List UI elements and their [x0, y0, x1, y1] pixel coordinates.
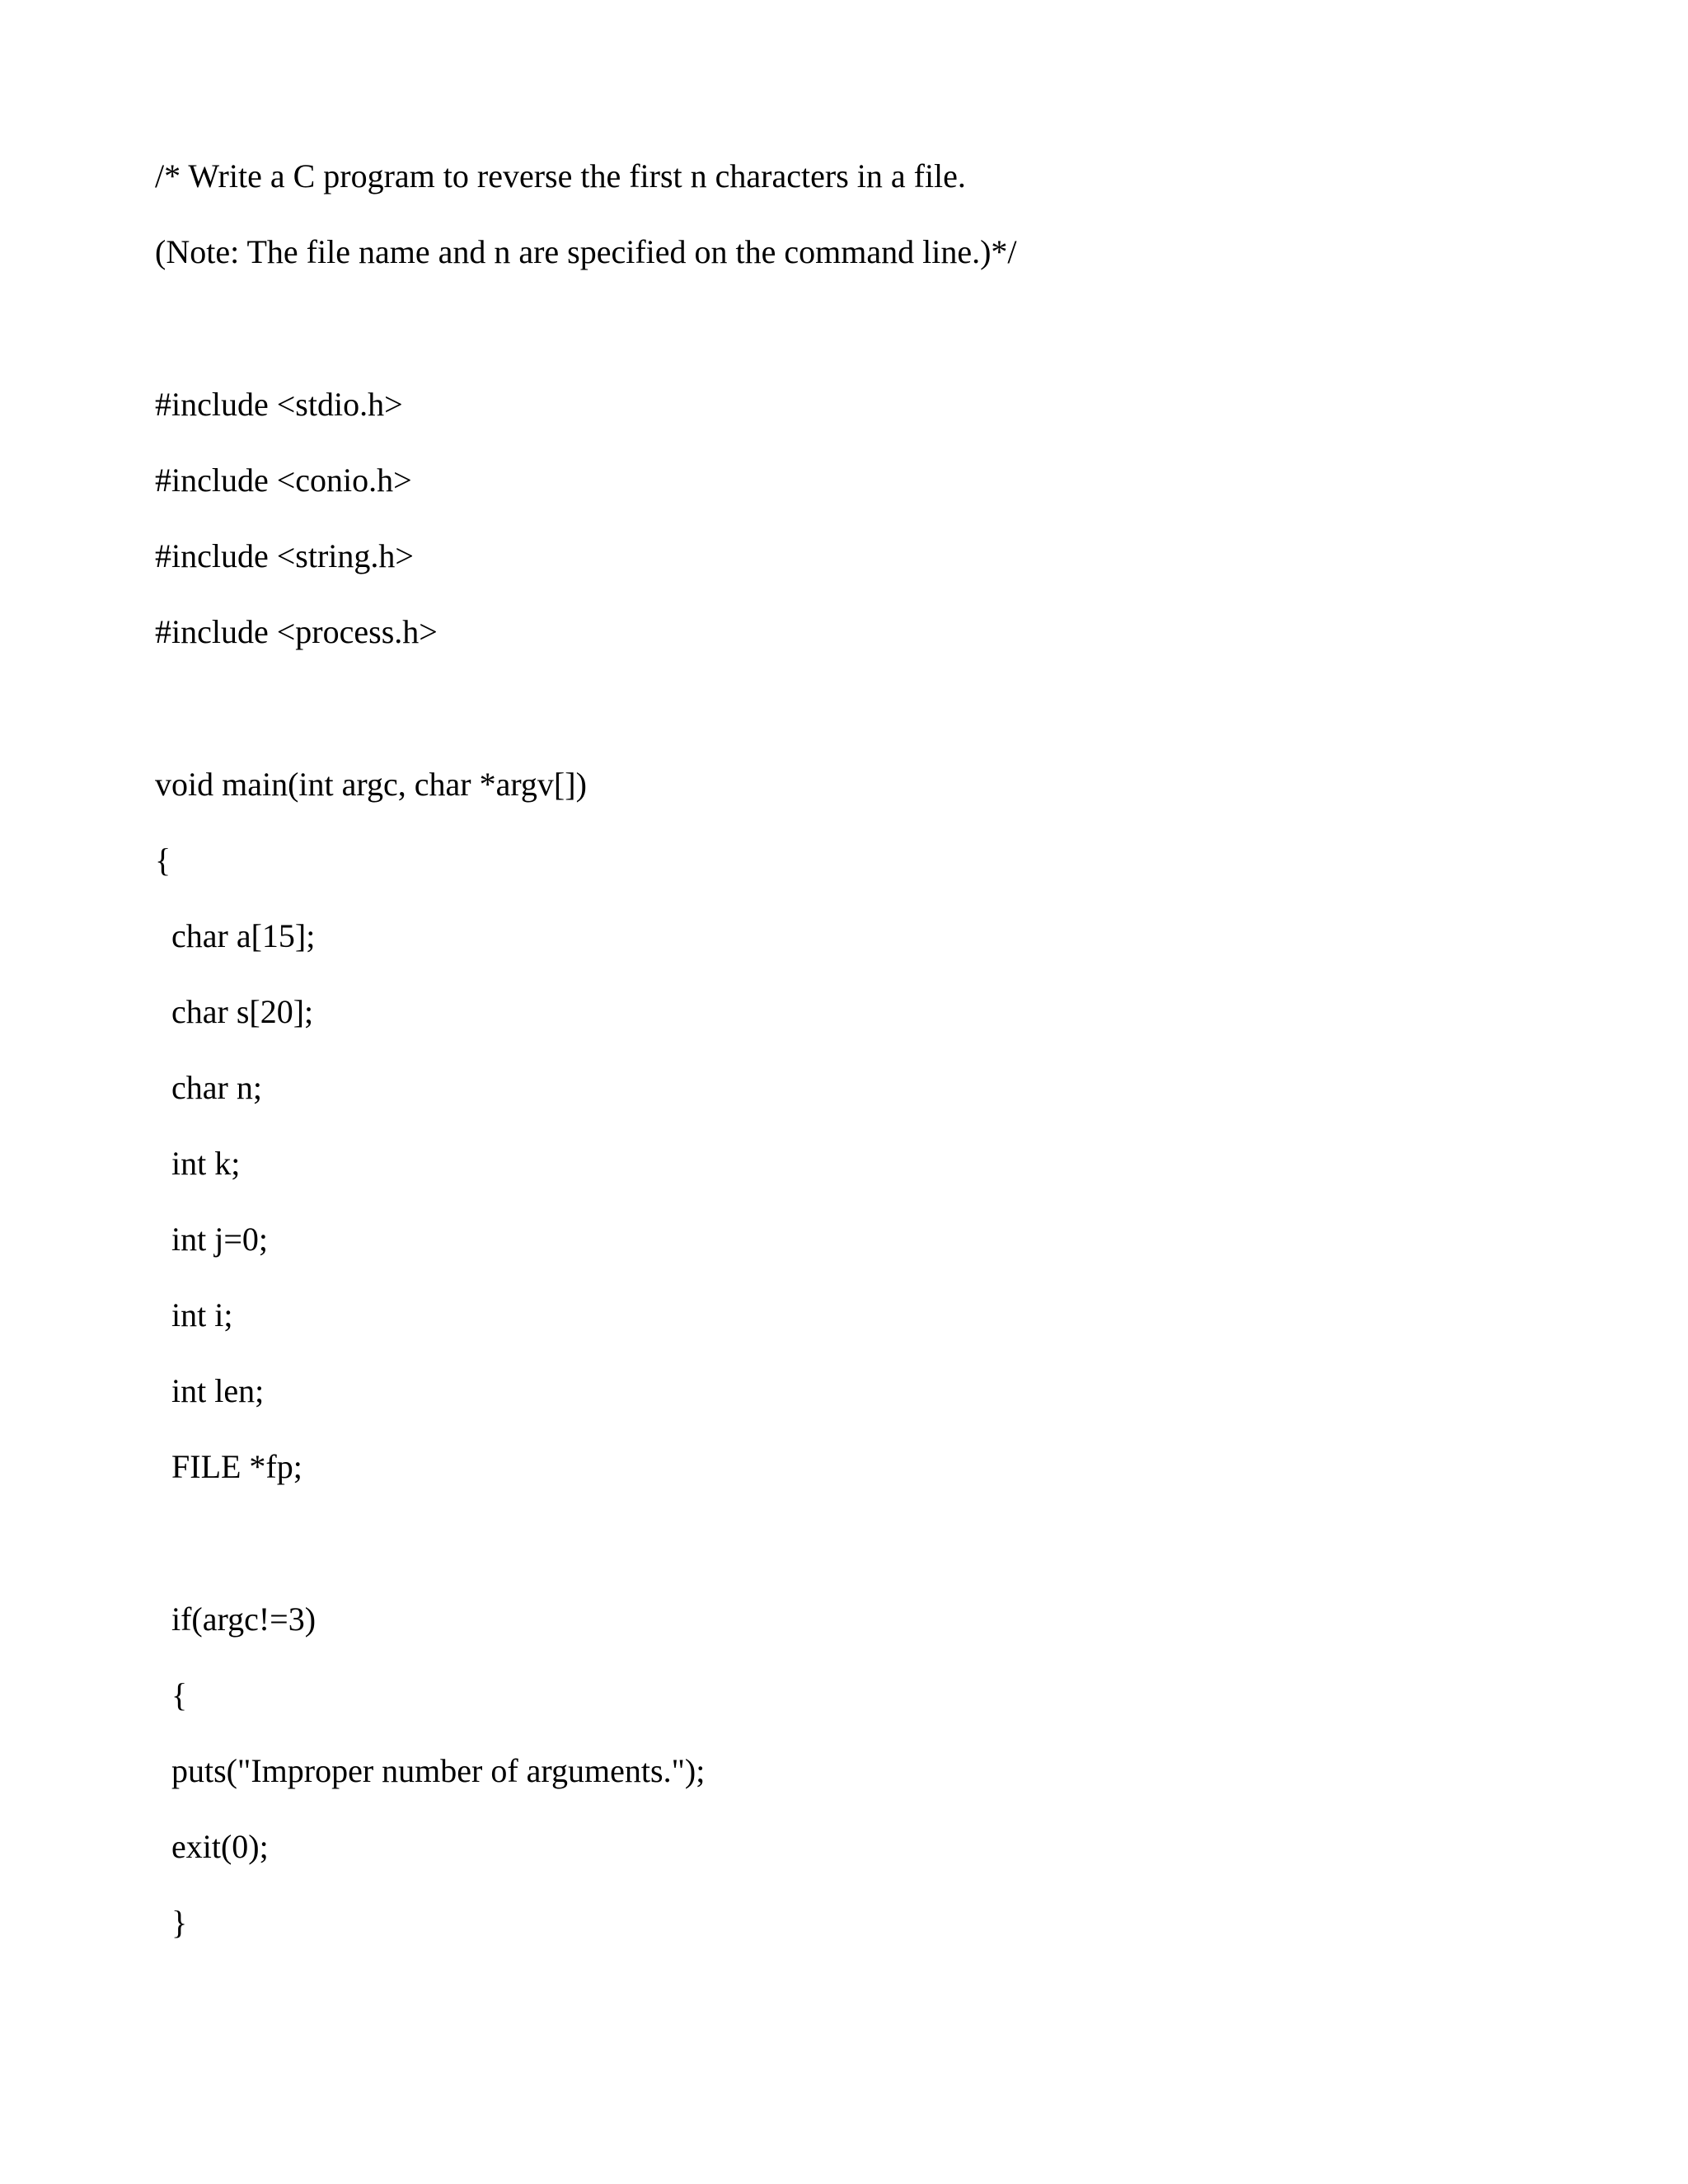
if-statement: if(argc!=3): [171, 1601, 316, 1638]
include-string: #include <string.h>: [155, 537, 414, 574]
include-process: #include <process.h>: [155, 613, 438, 650]
declaration-line: int j=0;: [171, 1221, 269, 1258]
puts-statement: puts("Improper number of arguments.");: [171, 1752, 706, 1789]
if-close-brace: }: [171, 1904, 188, 1941]
main-open-brace: {: [155, 841, 171, 879]
declaration-line: char a[15];: [171, 917, 316, 954]
exit-statement: exit(0);: [171, 1828, 269, 1865]
declaration-line: char n;: [171, 1069, 262, 1106]
comment-line-1: /* Write a C program to reverse the first n characters in a file.: [155, 157, 966, 194]
declaration-line: int i;: [171, 1296, 233, 1333]
declaration-line: char s[20];: [171, 993, 314, 1030]
comment-line-2: (Note: The file name and n are specified on the command line.)*/: [155, 233, 1017, 270]
main-signature: void main(int argc, char *argv[]): [155, 766, 587, 803]
include-conio: #include <conio.h>: [155, 462, 412, 499]
declaration-line: int len;: [171, 1372, 265, 1409]
include-stdio: #include <stdio.h>: [155, 386, 403, 423]
if-open-brace: {: [171, 1676, 188, 1713]
declaration-line: FILE *fp;: [171, 1448, 302, 1485]
declaration-line: int k;: [171, 1145, 241, 1182]
